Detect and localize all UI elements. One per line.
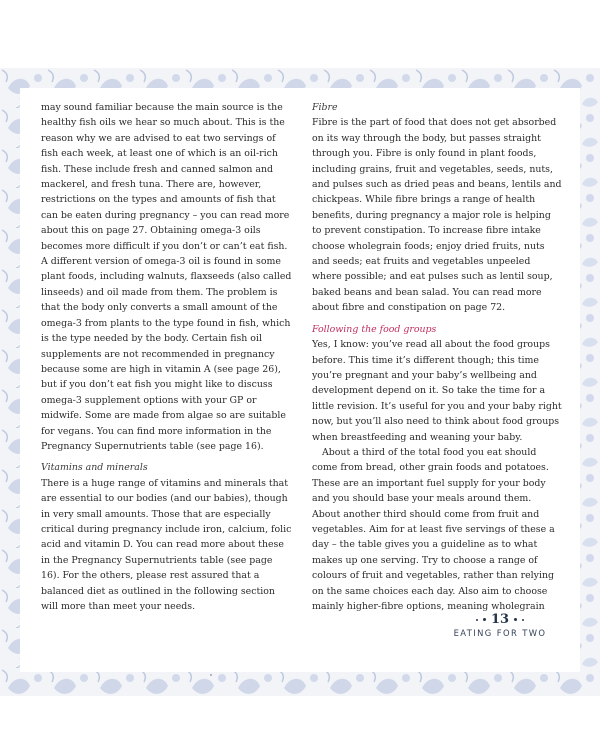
ornament-dot-icon: [483, 618, 486, 621]
left-column: [41, 100, 293, 614]
right-paragraph-third-of-food: About a third of the total food you eat should come from bread, other grain foods and potatoes. These are an important fuel supply for your body and you should base your meals around them. About another third should come from fruit and vegetables. Aim for at least five servings of these a day – the table gives you a guideline as to what makes up one serving. Try to choose a range of colours of fruit and vegetables, rather than relying on the same choices each day. Also aim to choose mainly higher-fibre options, meaning wholegrain: [312, 446, 555, 612]
right-paragraph-food-groups: Yes, I know: you’ve read all about the food groups before. This time it’s different though; this time you’re pregnant and your baby’s wellbeing and development depend on it. So take the time for a little revision. It’s useful for you and your baby right now, but you’ll also need to think about food groups when breastfeeding and weaning your baby.: [312, 339, 562, 443]
printer-mark: [210, 674, 212, 676]
subhead-fibre: Fibre: [312, 102, 338, 113]
right-column: [312, 100, 562, 614]
right-paragraph-fibre: Fibre is the part of food that does not get absorbed on its way through the body, but passes straight through you. Fibre is only found in plant foods, including grains, fruit and vegetables, seeds, nuts, and pulses such as dried peas and beans, lentils and chickpeas. While fibre brings a range of health benefits, during pregnancy a major role is helping to prevent constipation. To increase fibre intake choose wholegrain foods; enjoy dried fruits, nuts and seeds; eat fruits and vegetables unpeeled where possible; and eat pulses such as lentil soup, baked beans and bean salad. You can read more about fibre and constipation on page 72.: [312, 117, 562, 314]
left-paragraph-omega3: may sound familiar because the main source is the healthy fish oils we hear so much about. This is the reason why we are advised to eat two servings of fish each week, at least one of which is an oil-rich fish. These include fresh and canned salmon and mackerel, and fresh tuna. There are, however, restrictions on the types and amounts of fish that can be eaten during pregnancy – you can read more about this on page 27. Obtaining omega-3 oils becomes more difficult if you don’t or can’t eat fish. A different version of omega-3 oil is found in some plant foods, including walnuts, flaxseeds (also called linseeds) and oil made from them. The problem is that the body only converts a small amount of the omega-3 from plants to the type found in fish, which is the type needed by the body. Certain fish oil supplements are not recommended in pregnancy because some are high in vitamin A (see page 26), but if you don’t eat fish you might like to discuss omega-3 supplement options with your GP or midwife. Some are made from algae so are suitable for vegans. You can find more information in the Pregnancy Supernutrients table (see page 16).: [41, 102, 292, 452]
left-paragraph-vitamins: There is a huge range of vitamins and minerals that are essential to our bodies (and our babies), though in very small amounts. Those that are especially critical during pregnancy include iron, calcium, folic acid and vitamin D. You can read more about these in the Pregnancy Supernutrients table (see page 16). For the others, please rest assured that a balanced diet as outlined in the following section will more than meet your needs.: [41, 477, 292, 612]
subhead-vitamins-minerals: Vitamins and minerals: [41, 462, 148, 474]
page-folio: [440, 612, 560, 638]
ornament-dot-icon: [514, 618, 517, 621]
folio-number-row: [440, 612, 560, 627]
running-title: EATING FOR TWO: [453, 628, 547, 638]
ornament-dot-icon: [522, 619, 524, 621]
subhead-following-food-groups: Following the food groups: [312, 323, 437, 335]
ornament-dot-icon: [476, 619, 478, 621]
page-number: 13: [490, 612, 510, 627]
